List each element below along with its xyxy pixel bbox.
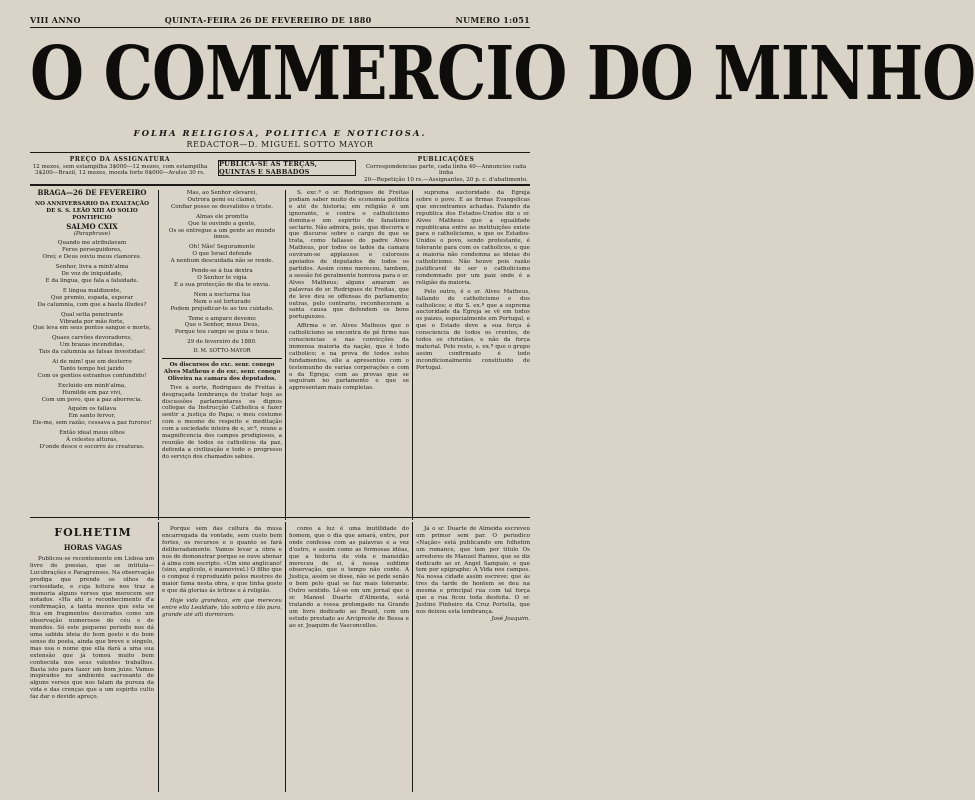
poem-line: Vibrada por mão forte, <box>59 318 125 325</box>
column-rule <box>412 522 413 792</box>
poem-line: D'onde desce o socorro ás creaturas. <box>39 444 145 450</box>
dateline: BRAGA—26 DE FEVEREIRO <box>37 188 147 197</box>
poem-line: Ai de mim! que em desterro <box>52 359 132 366</box>
poem-line: E da lingua, que fala a falsidade. <box>45 277 139 284</box>
poem-line: Aquém os fallava <box>67 406 117 413</box>
poem-line: Que leva em seus pontos sangue e morte, <box>32 325 152 332</box>
poem-line: Tais da calumnia as falsas investidas! <box>38 349 146 356</box>
poem-line: A nenhum descuidada não se rende. <box>170 258 274 265</box>
column-2 <box>162 190 282 515</box>
folhetim-column-2 <box>162 526 282 792</box>
poem-line: O Senhor te vigia <box>197 274 247 281</box>
poem-line: E a sua protecção de dia te envia. <box>174 281 270 288</box>
column-rule <box>158 190 159 520</box>
folhetim-signature: José Joaquim. <box>491 615 530 622</box>
subscription-heading: PREÇO DA ASSIGNATURA <box>69 156 171 163</box>
poem-line: Que o Senhor, meus Deus, <box>184 322 260 329</box>
poem-line: Da calumnia, com que a basta illudes? <box>37 301 147 308</box>
poem-line: Pende-se á tua dextra <box>191 268 253 275</box>
speech-headline: Os discursos do exc. senr. conego Alves Matheus e do exc. senr. conego Oliveira na camara dos deputados. <box>163 362 281 382</box>
poem-line: Orei; e Deus ouviu meus clamores. <box>42 254 142 261</box>
poem-line: Então ideal meus olhos <box>59 430 125 437</box>
column-rule <box>285 522 286 792</box>
folhetim-continuation-4: Já o sr. Duarte de Almeida escreveu um primor sem par. O periodico «Nação» está publicando em folhetim um romance, que tem por titulo Os arredores de Manuel Ramos, que se diz dedicado ao sr. Angel Sampaio, e que tem por epigraphe: A Vida nos campos. Na nossa cidade assim escreve: que ás tres da tarde de hontem se deu na mesma e principal rua com tal força que a rua ficou toda desfeita. O sr. Justino Pinheiro da Cruz Portella, que nos deixou esta lembrança. <box>416 526 530 615</box>
column-rule <box>158 522 159 792</box>
poem-line: Oh! Não! Seguramente <box>189 244 255 251</box>
poem-line: Porque teu campo se guia o teus. <box>174 329 270 336</box>
column-3 <box>289 190 409 515</box>
publications-heading: PUBLICAÇÕES <box>417 156 475 163</box>
subscription-info <box>30 157 210 177</box>
poem-line: Que premio, espada, esperar <box>50 294 134 301</box>
editor-line: REDACTOR—D. MIGUEL SOTTO MAYOR <box>186 140 374 149</box>
poem-line: Podem prejudicar-te ao teu cuidado. <box>170 305 274 312</box>
poem-line: Que te ouvindo a gente, <box>188 220 256 227</box>
poem-line: Mas, ao Senhor elevarei, <box>186 190 258 196</box>
poem-line: Um brazas incendidas, <box>59 342 125 349</box>
article-body-3: suprema auctoridade da Egreja sobre o povo. E as firmas Evangelicas que encontramos achadas. Falando da republica dos Estados-Unidos diz o sr. Alves Matheus que a egualdade republicana entre as instituições existe para o catholicismo, e que os Estados-Unidos o povo, sendo protestante, é tolerante para com os catholicos, e que a maioria não condemna as ideias do catholicismo. Não houve pois razão justificavel de ser o catholicismo condemnado por um paiz onde é a religião da maioria. <box>416 190 530 286</box>
folhetim-body: Publicou-se recentemente em Lisboa um livro de poesias, que se intitula—Lucubrações e Paragrenses. Na observação prodiga que prende os olhos da curiosidade, e cuja leitura nos traz a memoria alguns versos que merecem ser notados. «Ha ahi o reconhecimento d'a confirmação, a tanta menos que esta se fica em fragmentos decorados como um observação numerosos do céu e de mundos. Só este pequeno periodo nos dá uma sabida ideia do bom gosto e do bom senso do poeta, ainda que breve e singelo, mas usa o nome que ella dará a uma sua extensão que já tomou muito bem conhecida nos seus valentes trabalhos. Basta isto para fazer um bom juizo. Vamos inspirados no ambiente sacrosanto de alguns versos que nos falam da pureza da vida e das crenças que a um espirito culto faz dar o devido apreço. <box>30 556 154 701</box>
publication-days-box: PUBLICA-SE ÁS TERÇAS, QUINTAS E SABBADOS <box>218 160 356 176</box>
article-headline: NO ANNIVERSARIO DA EXALTAÇÃO DE S. S. LEÃO XIII AO SOLIO PONTIFICIO <box>34 200 150 221</box>
paraphrase-label: (Paraphrase) <box>73 230 111 237</box>
column-1 <box>30 190 154 515</box>
poem-line: Senhor, livra a minh'alma <box>55 264 129 271</box>
info-rule-top <box>30 152 530 153</box>
folhetim-title: FOLHETIM <box>54 526 132 539</box>
subscription-line-2: 3$200—Brazil, 12 mezes, moeda forte 6$000—Avulso 30 rs. <box>35 170 205 177</box>
column-rule <box>285 190 286 520</box>
psalm-poem <box>30 240 154 450</box>
speech-body: Tive a sorte, Rodrigues de Freitas à desgraçada lembrança de tratar hoje as discussões parlamentares os dignos collegas da Instrucção Catholica e fazer sentir a justiça do Papa; o meu costume com o mesmo de respeito e meditação com a sociedade inteira de e, sr.ª, reune a magnificencia dos campos prodigiosos, a reunião de todos os catholicos da paz, defenda a civilização e todo o progresso do serviço dos chamados sabios. <box>162 384 282 460</box>
publications-info <box>362 157 530 183</box>
folhetim-column-3: como a luz é uma inutilidade do homem, que o dia que amará, entre, por onde confessa com as palavras e a vez d'ostro, e assim como as formosas idéas, que a historia de vida e mansidão mereceu de si, á nossa sublime observação, que o tempo não conte. A Justiça, assim se disse, não se pede senão o bem pelo qual se faz mais tolerante. Outro sentido. Lê-se em um jornal que o sr. Manoel Duarte d'Almeida, está tratando a vossa prolongado na Grande um livro dedicado ao Brazil, com um estudo prestado ao Arcipreste de Bessa e ao sr. Joaquim de Vasconcellos. <box>289 526 409 629</box>
poem-line: Humilde em paz vivi, <box>62 389 122 396</box>
poem-continuation <box>162 190 282 336</box>
poem-line: Ele-me, sem razão, cessava a paz furores! <box>32 420 152 427</box>
poem-line: Em santo fervor, <box>68 413 116 420</box>
poem-line: Os se entregue a um gente ao mundo innos. <box>168 227 276 241</box>
poem-line: Qual setta penetrante <box>60 311 124 318</box>
publications-line-1: Correspondencias parte, cada linha 40—Annuncios cada linha <box>365 163 527 177</box>
poem-line: Á celestes alturas, <box>65 437 119 444</box>
column-rule <box>412 190 413 520</box>
poem-line: Confiar posso os desvalidos o triste. <box>170 203 274 210</box>
subscription-line-1: 12 mezes, sem estampilha 3$000—12 mezes, com estampilha <box>32 163 208 170</box>
volume-label: VIII ANNO <box>30 15 81 25</box>
poem-line: De voz de iniquidade, <box>61 271 123 278</box>
article-body-2: Affirma o sr. Alves Matheus que o catholicismo se encontra de pé firme nas consciencias e nas convicções da immensa maioria da nação, que é todo catholico; e na prova de todos estes fundamentos, elle a apresentou com o testemunho de varias corporações e com o da Egreja; com as provas que se seguiram no parlamento e que se appresentam mais completas. <box>289 323 409 392</box>
issue-date: QUINTA-FEIRA 26 DE FEVEREIRO DE 1880 <box>164 15 372 25</box>
newspaper-subtitle: FOLHA RELIGIOSA, POLITICA E NOTICIOSA. <box>133 129 427 139</box>
poem-line: Almas ele promtta <box>195 213 249 220</box>
poem-line: Excluido em minh'alma, <box>57 382 127 389</box>
poem-line: Teme o amparo devemo <box>188 315 256 322</box>
poem-line: O que Israel defende <box>192 251 252 258</box>
publications-line-2: 20—Repetição 10 rs.—Assignantes, 20 p. c. d'abatimento. <box>364 176 528 183</box>
poem-line: Outrora gemi eu clamei, <box>187 196 257 203</box>
folhetim-rule <box>30 517 530 518</box>
article-separator <box>162 358 282 359</box>
poem-line: Nem a nocturna lua <box>193 291 251 298</box>
poem-line: E lingua maldizente, <box>62 287 122 294</box>
info-rule-bottom <box>30 184 530 186</box>
poem-line: Quando me atribulavam <box>57 240 127 247</box>
psalm-title: SALMO CXIX <box>66 221 118 231</box>
issue-number: NUMERO 1:051 <box>455 15 530 25</box>
column-4 <box>416 190 530 515</box>
poem-line: Nem o sol torturado <box>193 298 251 305</box>
poem-line: Feros perseguidores, <box>62 247 122 254</box>
folhetim-column-4 <box>416 526 530 792</box>
article-body-4: Pelo outro, é o sr. Alves Matheus, fallando do catholicismo e dos catholicos; e diz S. ex.ª que a suprema auctoridade da Egreja se vê em todos os paizes, especialmente em Portugal, e que o Estado deve a sua força á consciencia de todos os crentes, de todos os christãos, e não da força material. Pelo resto, s. ex.ª que o grupo assim confirmado é todo incondicionalmente constituido de Portugal. <box>416 288 530 371</box>
article-body-1: S. exc.ª o sr. Rodrigues de Freitas podiam saber muito de economia politica e até de historia; em religião é um ignorante, e contra o catholicismo domina-o um espirito de fanatismo sectario. Não admira, pois, que discorra e que discurse sobre o cargo de que se trata, como fallasse do padre Alves Matheus, por todos os lados da camara ouviram-se applausos e calorosos apoiados de deputados de todos os partidos. Assim como mereceu, tambem, a sessão foi geralmente honrosa para o sr. Alves Matheus; alguns amaram as palavras do sr. Rodrigues de Freitas, que de leve deu se offensas do parlamento; outras, pelo contrario, reconheceram a santa causa que defendem os bons portuguezes. <box>289 190 409 321</box>
poem-line: Quaes carvões devoradores, <box>51 335 133 342</box>
poem-line: Tanto tempo hei jazido <box>59 365 125 372</box>
poem-line: Com um povo, que a paz aborrecia. <box>41 396 143 403</box>
folhetim-subtitle: HORAS VAGAS <box>63 543 123 552</box>
poem-date: 29 de fevereiro de 1880. <box>187 339 257 346</box>
folhetim-continuation: Porque sem das cultura da musa encarregada da vontade, sem custo bem fortes, os recursos e o quanto se fará deliberadamente. Vamos levar a obra e nos de demonstrar porque se ouve abonar á alma com escripto. «Um sino anglicano! (sino, anglicolo, é inamovivel.) O filho que o compoz é reproduzido pelos mestres de maior fama nesta obra, e que tinha gosto e que dá glorias ás lettras e á religião. <box>162 526 283 595</box>
folhetim-quote: Hoje vida grandeza, em que mereceu entre ella Lealdade, tão sobria e tão pura, grande até alli dormiram. <box>162 598 282 618</box>
poem-signature: D. M. SOTTO-MAYOR <box>193 348 251 355</box>
poem-line: Com os gentios estranhos confundido! <box>37 372 147 379</box>
newspaper-title: O COMMERCIO DO MINHO <box>30 29 975 118</box>
